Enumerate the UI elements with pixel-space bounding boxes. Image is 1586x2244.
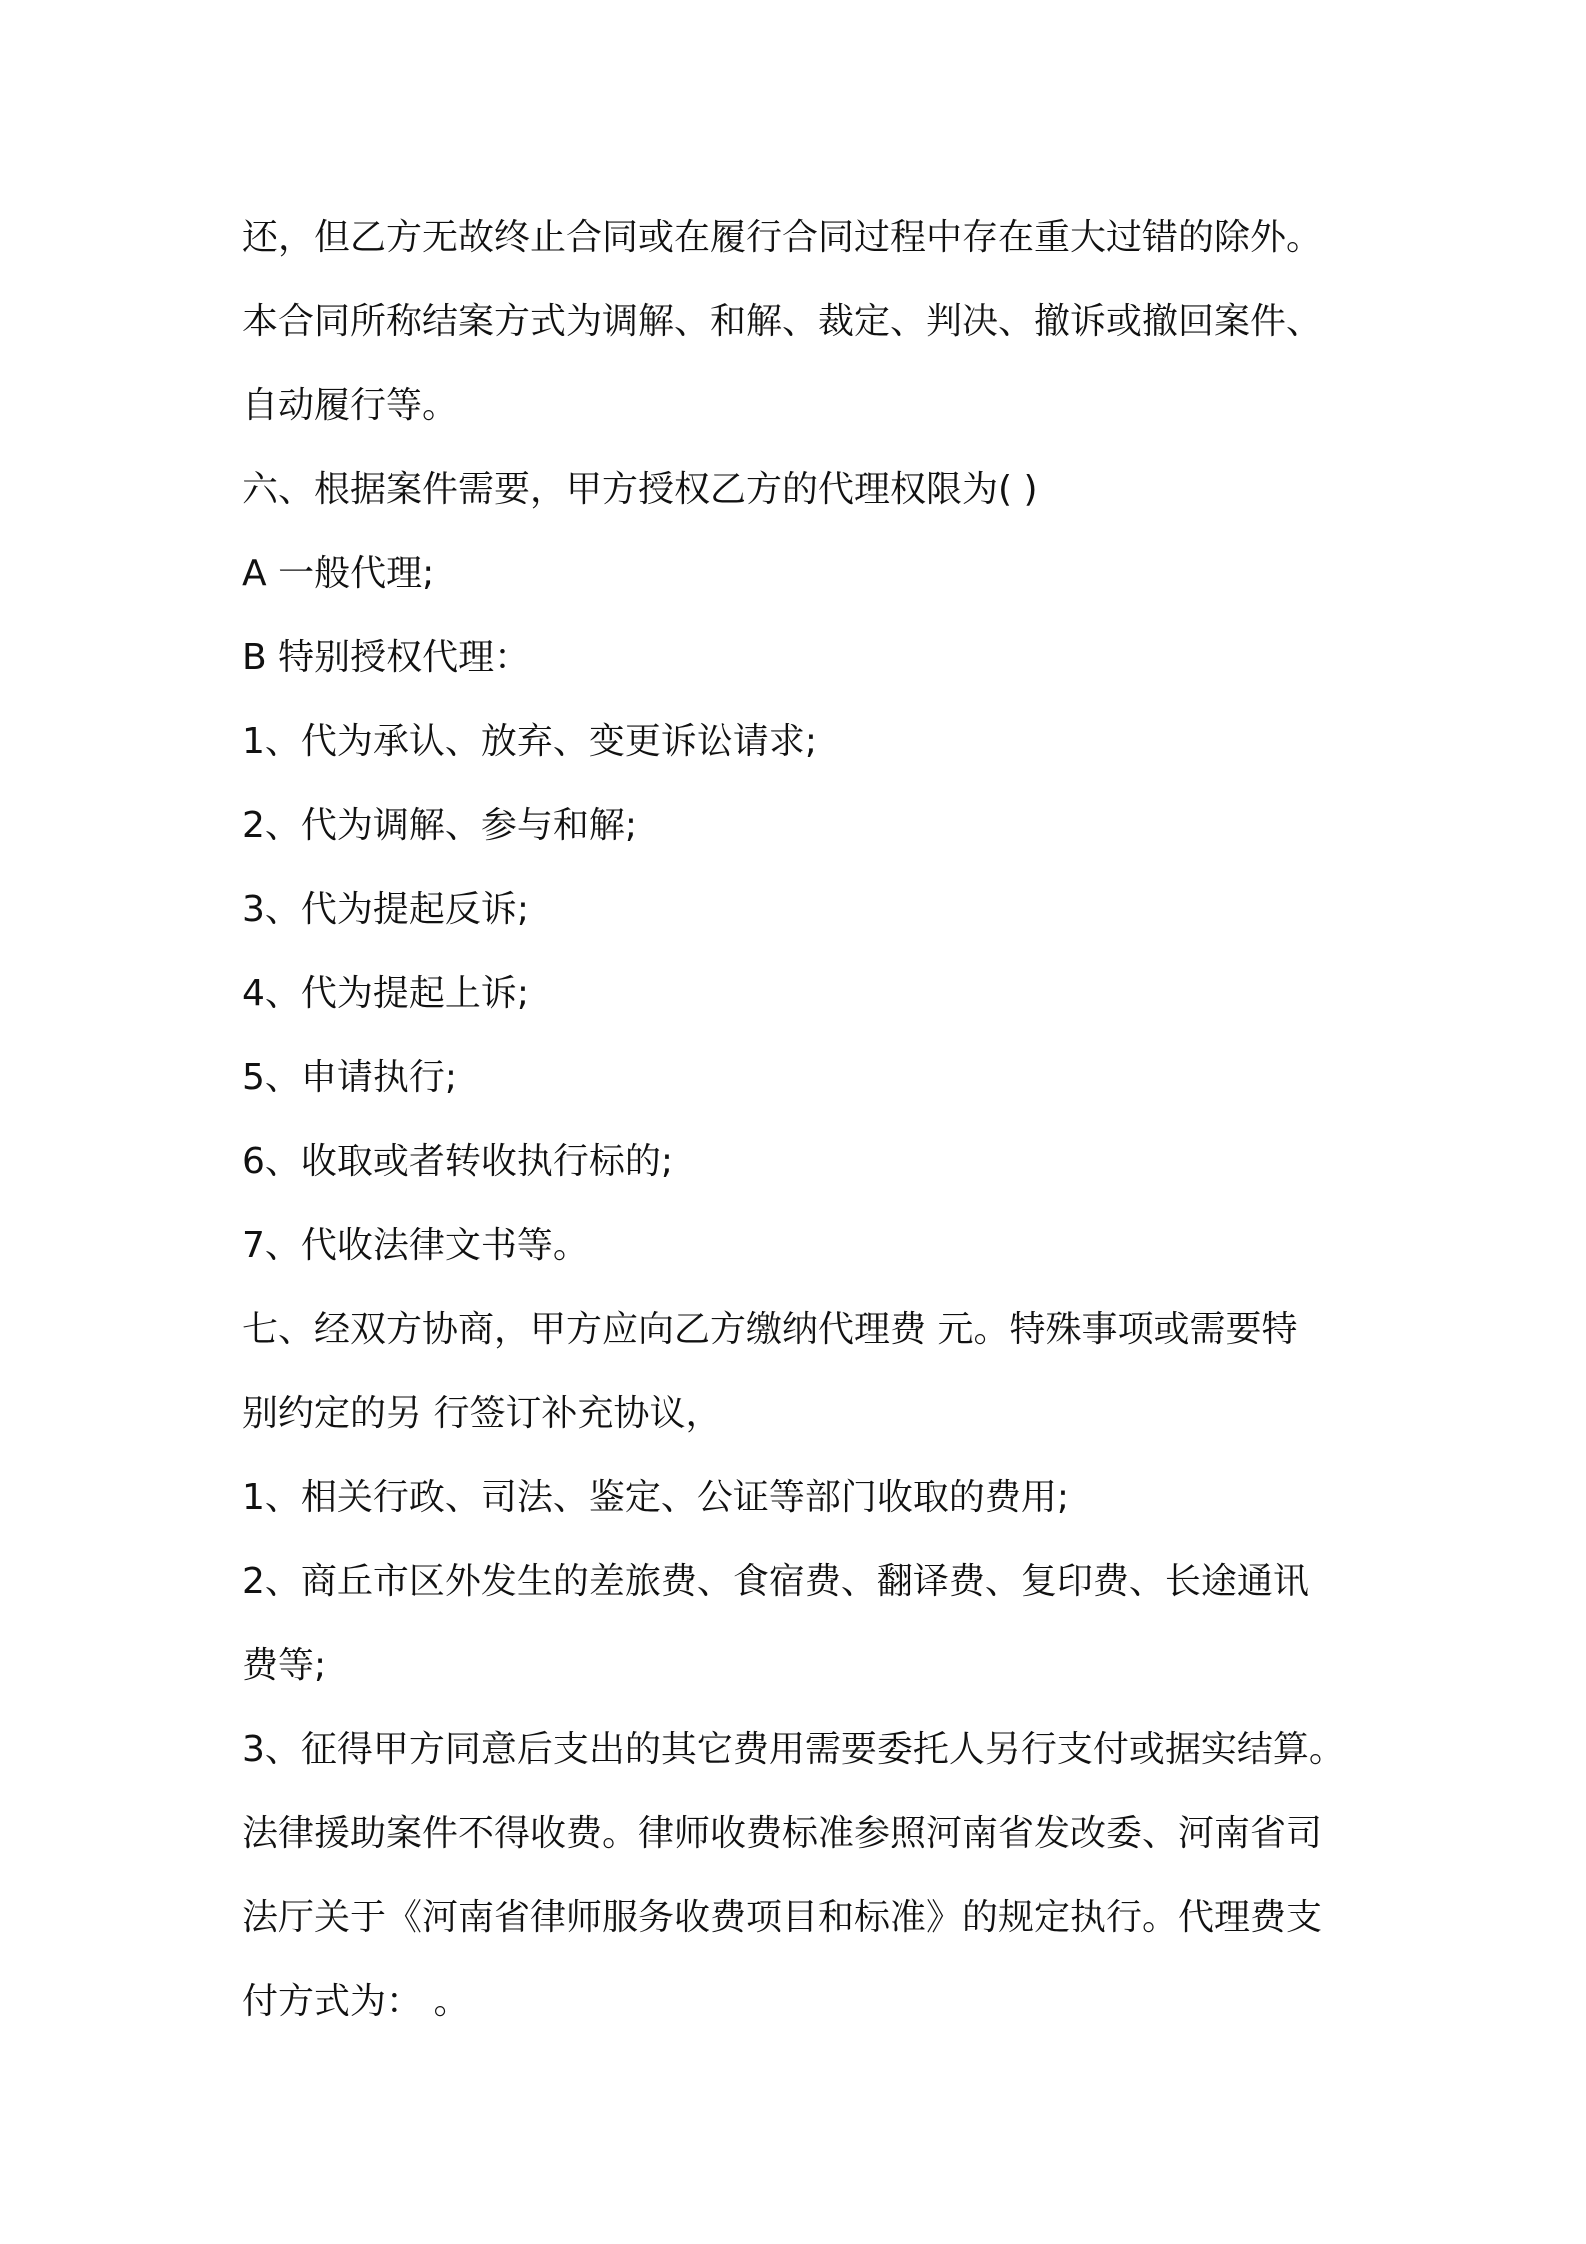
text-line: 自动履行等。	[242, 385, 459, 426]
list-item: 4、代为提起上诉;	[242, 973, 530, 1014]
list-item: 2、代为调解、参与和解;	[242, 805, 638, 846]
text-line: 还，但乙方无故终止合同或在履行合同过程中存在重大过错的除外。	[242, 217, 1323, 258]
list-item: 3、征得甲方同意后支出的其它费用需要委托人另行支付或据实结算。	[242, 1729, 1345, 1770]
text-line: 本合同所称结案方式为调解、和解、裁定、判决、撤诉或撤回案件、	[242, 301, 1323, 342]
document-body	[242, 196, 1392, 2044]
text-line: 付方式为： 。	[242, 1981, 470, 2022]
text-line: 法厅关于《河南省律师服务收费项目和标准》的规定执行。代理费支	[242, 1897, 1323, 1938]
list-item: 1、相关行政、司法、鉴定、公证等部门收取的费用;	[242, 1477, 1070, 1518]
list-item: 5、申请执行;	[242, 1057, 458, 1098]
section-heading-6: 六、根据案件需要，甲方授权乙方的代理权限为( )	[242, 469, 1038, 510]
list-item: 7、代收法律文书等。	[242, 1225, 589, 1266]
option-b: B 特别授权代理：	[242, 637, 531, 678]
text-line: 费等;	[242, 1645, 327, 1686]
list-item: 1、代为承认、放弃、变更诉讼请求;	[242, 721, 818, 762]
list-item: 6、收取或者转收执行标的;	[242, 1141, 674, 1182]
list-item: 3、代为提起反诉;	[242, 889, 530, 930]
option-a: A 一般代理;	[242, 553, 435, 594]
section-heading-7: 七、经双方协商，甲方应向乙方缴纳代理费 元。特殊事项或需要特	[242, 1309, 1298, 1350]
list-item: 2、商丘市区外发生的差旅费、食宿费、翻译费、复印费、长途通讯	[242, 1561, 1309, 1602]
text-line: 法律援助案件不得收费。律师收费标准参照河南省发改委、河南省司	[242, 1813, 1323, 1854]
text-line: 别约定的另 行签订补充协议，	[242, 1393, 722, 1434]
